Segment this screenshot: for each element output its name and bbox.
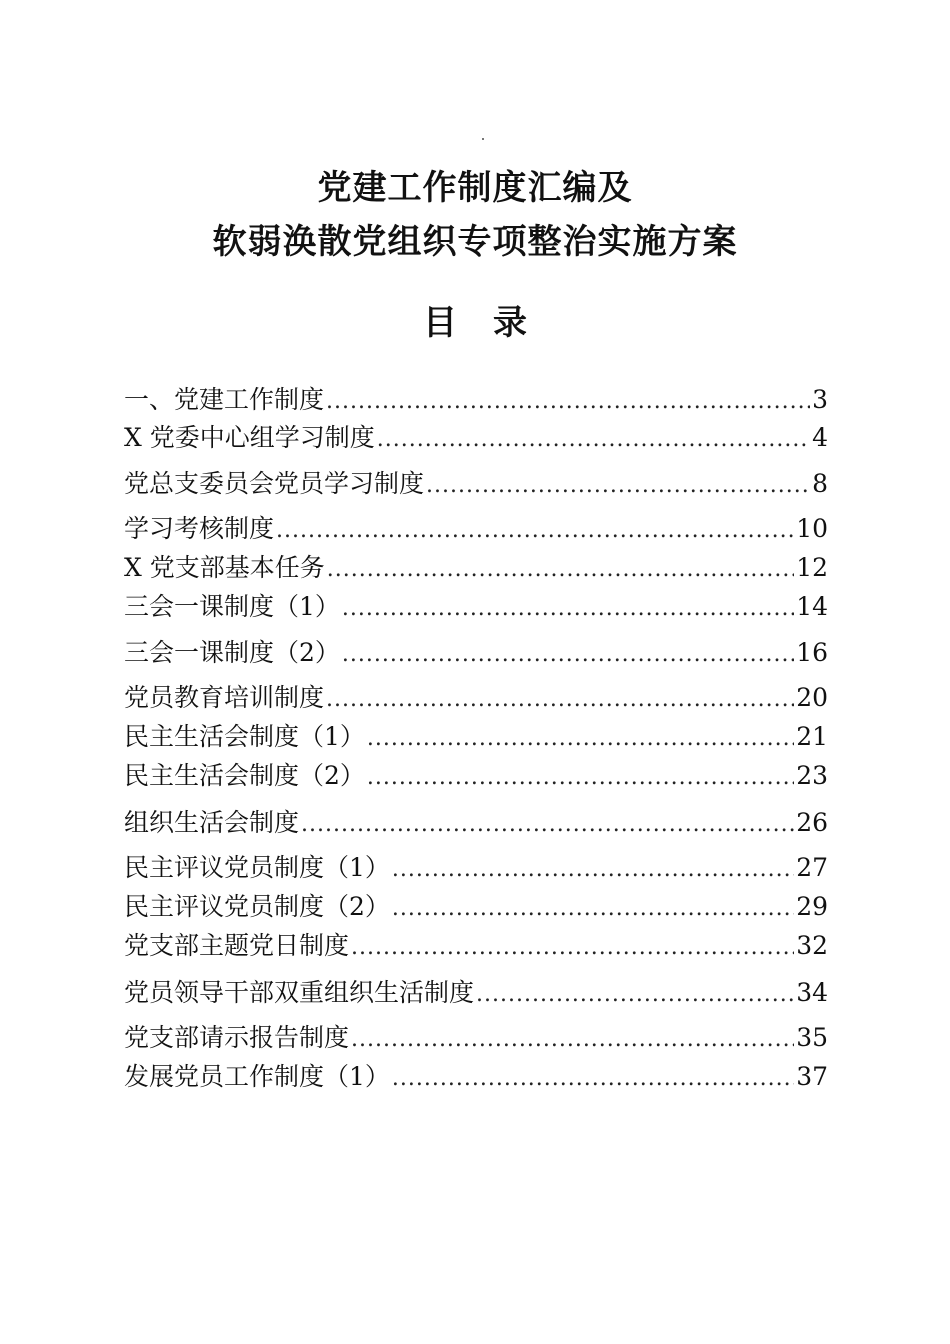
toc-entry-page: 12 bbox=[796, 553, 828, 582]
toc-entry-label: 三会一课制度（2） bbox=[124, 638, 340, 667]
toc-entry[interactable] bbox=[124, 1021, 828, 1055]
toc-entry-page: 32 bbox=[796, 931, 828, 960]
toc-entry-label: 一、党建工作制度 bbox=[124, 385, 325, 414]
toc-entry-leader bbox=[326, 385, 810, 419]
toc-heading: 目录 bbox=[423, 303, 563, 343]
toc-entry-page: 3 bbox=[812, 385, 828, 414]
toc-entry-leader bbox=[367, 761, 794, 795]
toc-entry-label: 民主生活会制度（1） bbox=[124, 722, 365, 751]
toc-entry-page: 26 bbox=[796, 808, 828, 837]
toc-entry-page: 35 bbox=[796, 1023, 828, 1052]
toc-entry-page: 8 bbox=[812, 469, 828, 498]
toc-entry-leader bbox=[351, 1023, 794, 1057]
document-title-line-2: 软弱涣散党组织专项整治实施方案 bbox=[212, 222, 738, 262]
toc-entry-label: 民主生活会制度（2） bbox=[124, 761, 365, 790]
toc-entry-label: 民主评议党员制度（2） bbox=[124, 892, 390, 921]
toc-entry-leader bbox=[301, 808, 794, 842]
toc-entry-label: X 党支部基本任务 bbox=[124, 553, 325, 582]
toc-entry-page: 23 bbox=[796, 761, 828, 790]
toc-entry[interactable] bbox=[124, 720, 828, 754]
toc-entry-page: 34 bbox=[796, 978, 828, 1007]
toc-entry-leader bbox=[392, 892, 794, 926]
toc-entry-label: 三会一课制度（1） bbox=[124, 592, 340, 621]
toc-entry-label: 组织生活会制度 bbox=[124, 808, 300, 837]
toc-entry-leader bbox=[426, 469, 810, 503]
toc-entry-label: 党支部主题党日制度 bbox=[124, 931, 350, 960]
toc-entry[interactable] bbox=[124, 759, 828, 793]
toc-entry-label: 民主评议党员制度（1） bbox=[124, 853, 390, 882]
toc-entry[interactable] bbox=[124, 590, 828, 624]
document-title-line-1: 党建工作制度汇编及 bbox=[317, 168, 633, 208]
toc-entry[interactable] bbox=[124, 890, 828, 924]
toc-entry-page: 16 bbox=[796, 638, 828, 667]
toc-entry[interactable] bbox=[124, 806, 828, 840]
toc-entry[interactable] bbox=[124, 929, 828, 963]
toc-entry-page: 21 bbox=[796, 722, 828, 751]
toc-entry-leader bbox=[276, 514, 794, 548]
toc-entry-leader bbox=[326, 683, 794, 717]
toc-entry-page: 29 bbox=[796, 892, 828, 921]
toc-entry-leader bbox=[342, 638, 794, 672]
toc-entry-page: 20 bbox=[796, 683, 828, 712]
toc-entry[interactable] bbox=[124, 976, 828, 1010]
toc-entry-page: 37 bbox=[796, 1062, 828, 1091]
toc-entry[interactable] bbox=[124, 383, 828, 417]
toc-entry[interactable] bbox=[124, 467, 828, 501]
toc-entry-leader bbox=[342, 592, 794, 626]
toc-entry-leader bbox=[351, 931, 794, 965]
toc-entry-leader bbox=[367, 722, 794, 756]
toc-entry-label: 党员领导干部双重组织生活制度 bbox=[124, 978, 475, 1007]
toc-entry-leader bbox=[476, 978, 794, 1012]
toc-entry-page: 14 bbox=[796, 592, 828, 621]
toc-entry-label: X 党委中心组学习制度 bbox=[124, 423, 375, 452]
toc-entry-page: 10 bbox=[796, 514, 828, 543]
toc-entry-page: 27 bbox=[796, 853, 828, 882]
toc-entry-label: 发展党员工作制度（1） bbox=[124, 1062, 390, 1091]
toc-entry-page: 4 bbox=[812, 423, 828, 452]
toc-entry[interactable] bbox=[124, 512, 828, 546]
toc-entry-leader bbox=[392, 1062, 794, 1096]
toc-entry-label: 党支部请示报告制度 bbox=[124, 1023, 350, 1052]
toc-entry[interactable] bbox=[124, 1060, 828, 1094]
toc-entry[interactable] bbox=[124, 551, 828, 585]
toc-entry-label: 学习考核制度 bbox=[124, 514, 275, 543]
toc-entry[interactable] bbox=[124, 421, 828, 455]
table-of-contents bbox=[124, 0, 828, 1344]
toc-entry-label: 党员教育培训制度 bbox=[124, 683, 325, 712]
toc-entry-leader bbox=[377, 423, 810, 457]
toc-entry-label: 党总支委员会党员学习制度 bbox=[124, 469, 425, 498]
toc-entry[interactable] bbox=[124, 851, 828, 885]
toc-entry-leader bbox=[327, 553, 794, 587]
toc-entry[interactable] bbox=[124, 636, 828, 670]
toc-entry-leader bbox=[392, 853, 794, 887]
toc-entry[interactable] bbox=[124, 681, 828, 715]
